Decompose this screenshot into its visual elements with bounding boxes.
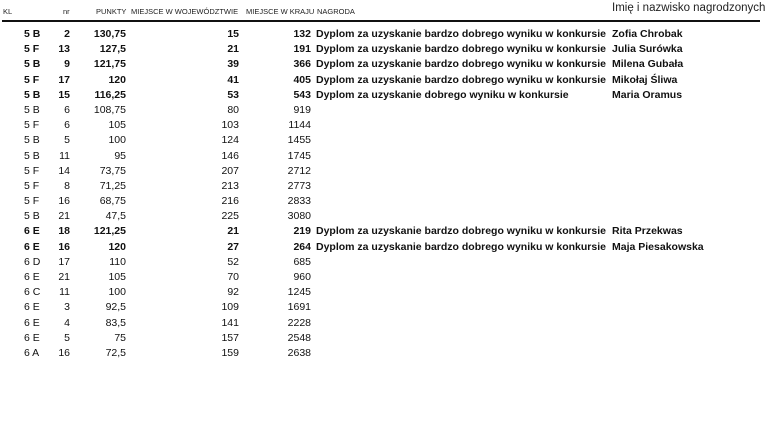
table-row bbox=[0, 194, 768, 209]
cell-place-country: 1144 bbox=[288, 119, 311, 132]
cell-winner-name: Julia Surówka bbox=[612, 43, 683, 56]
cell-points: 116,25 bbox=[94, 88, 126, 101]
header-nagroda: NAGRODA bbox=[317, 7, 355, 16]
cell-points: 72,5 bbox=[105, 346, 126, 359]
table-header bbox=[0, 0, 768, 22]
header-divider bbox=[2, 20, 760, 22]
cell-class: 6 E bbox=[24, 316, 40, 329]
header-miejsce-wojewodztwo: MIEJSCE W WOJEWÓDZTWIE bbox=[131, 7, 239, 16]
cell-points: 105 bbox=[108, 271, 126, 283]
cell-class: 6 E bbox=[24, 301, 40, 314]
cell-place-country: 1455 bbox=[287, 134, 311, 147]
cell-class: 5 B bbox=[24, 134, 40, 147]
cell-points: 75 bbox=[114, 331, 126, 344]
cell-nr: 6 bbox=[64, 119, 70, 132]
cell-nr: 13 bbox=[58, 43, 70, 56]
cell-place-voivodeship: 39 bbox=[227, 58, 239, 71]
header-miejsce-kraj: MIEJSCE W KRAJU bbox=[246, 7, 315, 16]
cell-nr: 9 bbox=[64, 58, 70, 71]
cell-points: 95 bbox=[114, 149, 126, 162]
cell-place-country: 405 bbox=[293, 73, 311, 86]
cell-points: 120 bbox=[108, 240, 126, 253]
header-nr: nr bbox=[63, 7, 70, 16]
cell-award: Dyplom za uzyskanie bardzo dobrego wyniku w konkursie bbox=[316, 73, 606, 86]
cell-points: 127,5 bbox=[99, 43, 126, 56]
table-row bbox=[0, 270, 768, 285]
cell-place-country: 2833 bbox=[287, 195, 311, 208]
cell-points: 121,75 bbox=[93, 58, 126, 71]
cell-place-country: 1245 bbox=[287, 286, 311, 299]
cell-class: 5 F bbox=[24, 195, 40, 208]
cell-nr: 14 bbox=[58, 164, 70, 177]
cell-nr: 21 bbox=[58, 271, 70, 283]
cell-points: 92,5 bbox=[105, 301, 126, 314]
cell-place-voivodeship: 159 bbox=[221, 346, 239, 359]
cell-place-voivodeship: 70 bbox=[227, 271, 239, 283]
cell-points: 130,75 bbox=[93, 28, 126, 40]
cell-class: 6 C bbox=[24, 286, 41, 299]
cell-place-voivodeship: 41 bbox=[227, 73, 239, 86]
header-names: Imię i nazwisko nagrodzonych bbox=[612, 2, 766, 14]
cell-winner-name: Milena Gubała bbox=[612, 58, 684, 71]
table-row bbox=[0, 57, 768, 72]
cell-award: Dyplom za uzyskanie bardzo dobrego wyniku w konkursie bbox=[316, 240, 606, 253]
cell-class: 5 F bbox=[24, 43, 40, 56]
cell-class: 5 B bbox=[24, 103, 40, 116]
cell-place-voivodeship: 141 bbox=[221, 316, 239, 329]
cell-place-voivodeship: 157 bbox=[221, 331, 239, 344]
table-row bbox=[0, 316, 768, 331]
cell-points: 110 bbox=[109, 255, 126, 268]
cell-place-voivodeship: 103 bbox=[221, 119, 239, 132]
cell-nr: 16 bbox=[58, 346, 70, 359]
cell-place-country: 2773 bbox=[287, 179, 311, 192]
cell-nr: 18 bbox=[58, 225, 70, 238]
cell-class: 5 B bbox=[24, 149, 40, 162]
table-row bbox=[0, 300, 768, 315]
cell-place-voivodeship: 216 bbox=[221, 195, 239, 208]
table-row bbox=[0, 149, 768, 164]
cell-nr: 4 bbox=[64, 316, 70, 329]
table-row bbox=[0, 133, 768, 148]
cell-class: 6 E bbox=[24, 225, 40, 238]
table-row bbox=[0, 224, 768, 239]
cell-nr: 6 bbox=[64, 103, 70, 116]
cell-class: 5 B bbox=[24, 210, 40, 223]
table-row bbox=[0, 179, 768, 194]
cell-points: 100 bbox=[108, 134, 126, 147]
cell-place-country: 132 bbox=[293, 28, 311, 40]
cell-points: 68,75 bbox=[99, 195, 126, 208]
cell-nr: 2 bbox=[64, 28, 70, 40]
cell-place-voivodeship: 213 bbox=[221, 179, 239, 192]
table-row bbox=[0, 331, 768, 346]
cell-place-country: 2638 bbox=[287, 346, 311, 359]
cell-place-voivodeship: 207 bbox=[221, 164, 239, 177]
cell-nr: 11 bbox=[59, 149, 70, 162]
cell-nr: 17 bbox=[58, 255, 70, 268]
cell-class: 5 F bbox=[24, 164, 40, 177]
cell-place-country: 1745 bbox=[287, 149, 311, 162]
cell-place-voivodeship: 92 bbox=[227, 286, 239, 299]
cell-class: 5 B bbox=[24, 28, 41, 40]
cell-place-country: 960 bbox=[293, 271, 311, 283]
cell-place-country: 219 bbox=[293, 225, 311, 238]
table-row bbox=[0, 255, 768, 270]
cell-place-country: 685 bbox=[293, 255, 311, 268]
cell-nr: 17 bbox=[58, 73, 70, 86]
table-row bbox=[0, 27, 768, 42]
cell-class: 5 B bbox=[24, 58, 41, 71]
cell-place-country: 919 bbox=[293, 103, 311, 116]
cell-points: 105 bbox=[108, 119, 126, 132]
cell-place-voivodeship: 80 bbox=[227, 103, 239, 116]
cell-place-voivodeship: 225 bbox=[221, 210, 239, 223]
cell-nr: 15 bbox=[58, 88, 70, 101]
cell-points: 71,25 bbox=[99, 179, 126, 192]
cell-award: Dyplom za uzyskanie bardzo dobrego wyniku w konkursie bbox=[316, 28, 606, 40]
results-table bbox=[0, 27, 768, 361]
cell-place-voivodeship: 21 bbox=[227, 225, 239, 238]
cell-place-country: 3080 bbox=[287, 210, 311, 223]
cell-nr: 8 bbox=[64, 179, 70, 192]
header-punkty: PUNKTY bbox=[96, 7, 127, 16]
cell-class: 5 F bbox=[24, 179, 40, 192]
cell-class: 6 E bbox=[24, 240, 40, 253]
cell-points: 83,5 bbox=[105, 316, 126, 329]
cell-points: 47,5 bbox=[105, 210, 126, 223]
table-row bbox=[0, 42, 768, 57]
cell-class: 5 F bbox=[24, 119, 40, 132]
cell-nr: 21 bbox=[58, 210, 70, 223]
cell-class: 5 B bbox=[24, 88, 41, 101]
cell-place-country: 543 bbox=[293, 88, 311, 101]
cell-nr: 16 bbox=[58, 240, 70, 253]
cell-class: 5 F bbox=[24, 73, 40, 86]
cell-place-country: 2228 bbox=[287, 316, 311, 329]
cell-award: Dyplom za uzyskanie bardzo dobrego wyniku w konkursie bbox=[316, 58, 606, 71]
cell-place-country: 2548 bbox=[287, 331, 311, 344]
cell-class: 6 D bbox=[24, 255, 41, 268]
table-row bbox=[0, 88, 768, 103]
header-kl: KL bbox=[3, 7, 13, 16]
cell-points: 73,75 bbox=[99, 164, 126, 177]
cell-class: 6 E bbox=[24, 271, 40, 283]
table-row bbox=[0, 73, 768, 88]
cell-winner-name: Mikołaj Śliwa bbox=[612, 73, 678, 86]
cell-nr: 5 bbox=[64, 331, 70, 344]
cell-winner-name: Zofia Chrobak bbox=[612, 28, 683, 40]
cell-nr: 5 bbox=[64, 134, 70, 147]
cell-award: Dyplom za uzyskanie bardzo dobrego wyniku w konkursie bbox=[316, 43, 606, 56]
table-row bbox=[0, 285, 768, 300]
table-row bbox=[0, 346, 768, 361]
cell-class: 6 A bbox=[24, 346, 40, 359]
cell-place-country: 1691 bbox=[287, 301, 311, 314]
cell-place-voivodeship: 53 bbox=[227, 88, 239, 101]
table-row bbox=[0, 209, 768, 224]
table-row bbox=[0, 164, 768, 179]
cell-place-voivodeship: 146 bbox=[221, 149, 239, 162]
cell-place-voivodeship: 27 bbox=[227, 240, 239, 253]
cell-nr: 16 bbox=[58, 195, 70, 208]
cell-place-voivodeship: 15 bbox=[227, 28, 239, 40]
cell-award: Dyplom za uzyskanie dobrego wyniku w konkursie bbox=[316, 88, 569, 101]
cell-place-country: 264 bbox=[293, 240, 311, 253]
cell-nr: 3 bbox=[64, 301, 70, 314]
cell-points: 108,75 bbox=[93, 103, 126, 116]
table-row bbox=[0, 103, 768, 118]
cell-class: 6 E bbox=[24, 331, 40, 344]
cell-nr: 11 bbox=[59, 286, 70, 299]
cell-place-voivodeship: 52 bbox=[227, 255, 239, 268]
cell-points: 121,25 bbox=[93, 225, 126, 238]
cell-points: 120 bbox=[108, 73, 126, 86]
cell-place-voivodeship: 124 bbox=[221, 134, 239, 147]
cell-place-country: 191 bbox=[293, 43, 311, 56]
cell-place-country: 2712 bbox=[287, 164, 311, 177]
table-row bbox=[0, 240, 768, 255]
cell-place-country: 366 bbox=[293, 58, 311, 71]
cell-award: Dyplom za uzyskanie bardzo dobrego wyniku w konkursie bbox=[316, 225, 606, 238]
cell-winner-name: Rita Przekwas bbox=[612, 225, 683, 238]
table-row bbox=[0, 118, 768, 133]
cell-place-voivodeship: 21 bbox=[227, 43, 239, 56]
cell-place-voivodeship: 109 bbox=[221, 301, 239, 314]
cell-winner-name: Maja Piesakowska bbox=[612, 240, 704, 253]
cell-points: 100 bbox=[108, 286, 126, 299]
cell-winner-name: Maria Oramus bbox=[612, 88, 683, 101]
